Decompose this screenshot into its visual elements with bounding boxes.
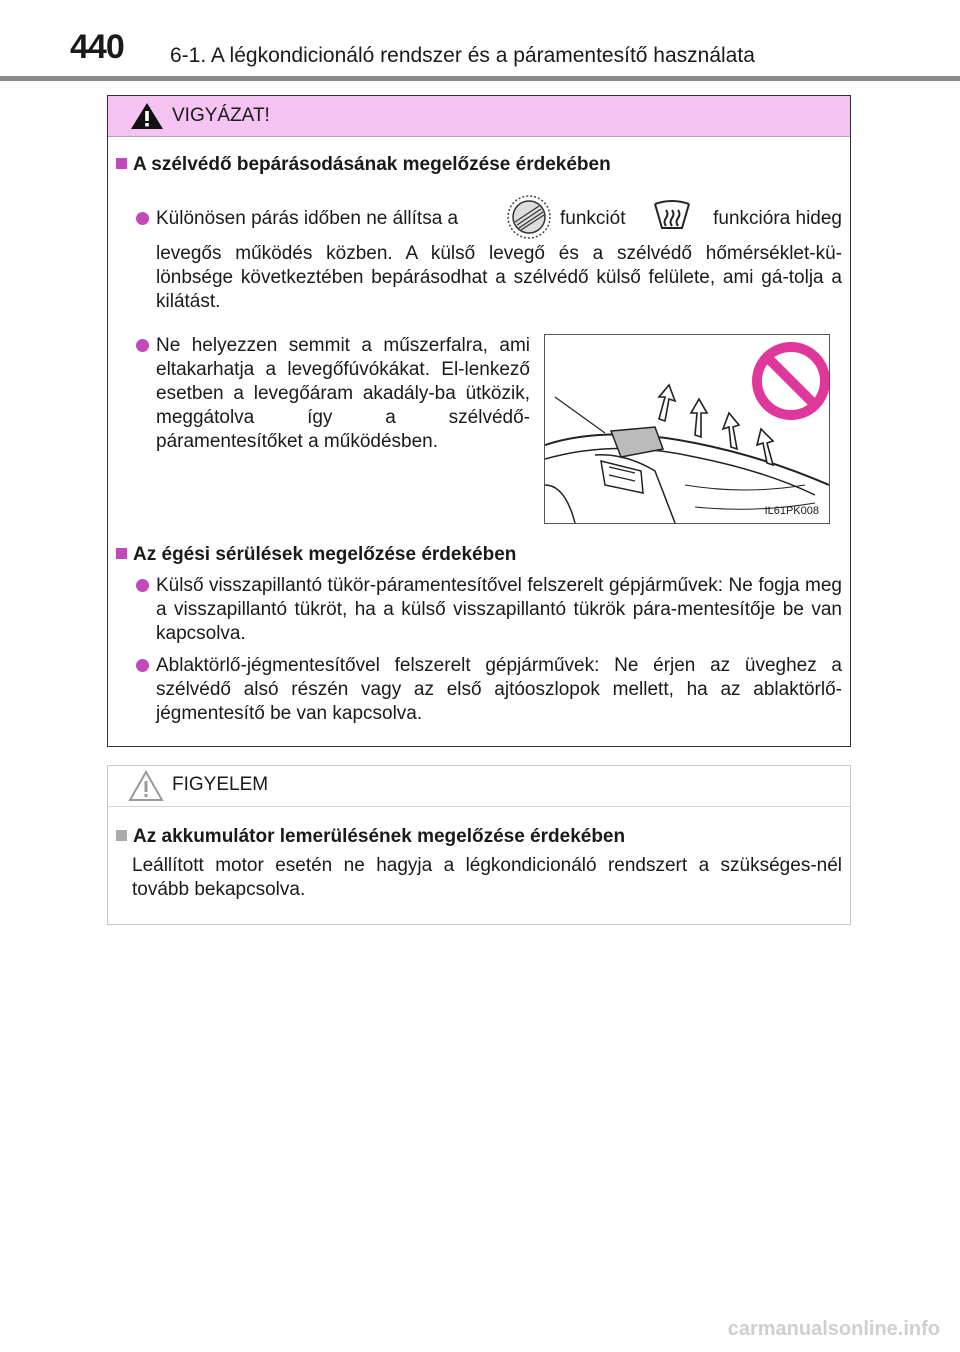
bullet-item-humid: Különösen párás időben ne állítsa a funkciót funkcióra hideg [156, 194, 842, 240]
square-bullet-icon [116, 830, 127, 841]
notice-subheading: Az akkumulátor lemerülésének megelőzése érdekében [116, 826, 625, 848]
header-rule [0, 76, 960, 81]
page-number: 440 [70, 28, 124, 66]
prohibition-icon [757, 347, 825, 415]
illustration-code: IL61PK008 [764, 505, 819, 517]
bullet-item-dashboard: Ne helyezzen semmit a műszerfalra, ami eltakarhatja a levegőfúvókákat. El-lenkező esetben a levegőáram akadály-ba ütközik, meggátolva így a szélvédő-páramentesítőket a működésben. [156, 334, 530, 454]
section-title: 6-1. A légkondicionáló rendszer és a páramentesítő használata [170, 44, 755, 67]
page-header [0, 0, 960, 80]
footer-watermark: carmanualsonline.info [727, 1318, 940, 1340]
round-bullet-icon [136, 339, 149, 352]
notice-box [107, 765, 851, 925]
windshield-defroster-icon [652, 198, 692, 234]
bullet-item-humid-continuation: levegős működés közben. A külső levegő és a szélvédő hőmérséklet-kü-lönbsége következtében bepárásodhat a szélvédő külső felülete, ami gá-tolja a kilátást. [156, 243, 842, 312]
round-bullet-icon [136, 659, 149, 672]
dashboard-illustration [544, 334, 830, 524]
warning-header [108, 96, 850, 137]
warning-label: VIGYÁZAT! [172, 105, 270, 126]
round-bullet-icon [136, 579, 149, 592]
dashboard-drawing [545, 335, 829, 523]
warning-subheading-burns: Az égési sérülések megelőzése érdekében [116, 544, 516, 566]
square-bullet-icon [116, 158, 127, 169]
warning-triangle-icon [130, 102, 164, 130]
warning-subheading-fog: A szélvédő bepárásodásának megelőzése érdekében [116, 154, 611, 176]
notice-header [108, 766, 850, 807]
square-bullet-icon [116, 548, 127, 559]
notice-triangle-icon [128, 770, 164, 802]
mode-dial-icon [506, 194, 552, 240]
notice-text: Leállított motor esetén ne hagyja a légkondicionáló rendszert a szükséges-nél tovább bekapcsolva. [132, 855, 842, 900]
bullet-item-mirror: Külső visszapillantó tükör-páramentesítővel felszerelt gépjárművek: Ne fogja meg a visszapillantó tükröt, ha a külső visszapillantó tükrök pára-mentesítője be van kapcsolva. [156, 574, 842, 646]
notice-label: FIGYELEM [172, 774, 269, 795]
round-bullet-icon [136, 212, 149, 225]
warning-box [107, 95, 851, 747]
bullet-item-wiper: Ablaktörlő-jégmentesítővel felszerelt gépjárművek: Ne érjen az üveghez a szélvédő alsó részén vagy az első ajtóoszlopok mellett, ha az ablaktörlő-jégmentesítő be van kapcsolva. [156, 654, 842, 726]
